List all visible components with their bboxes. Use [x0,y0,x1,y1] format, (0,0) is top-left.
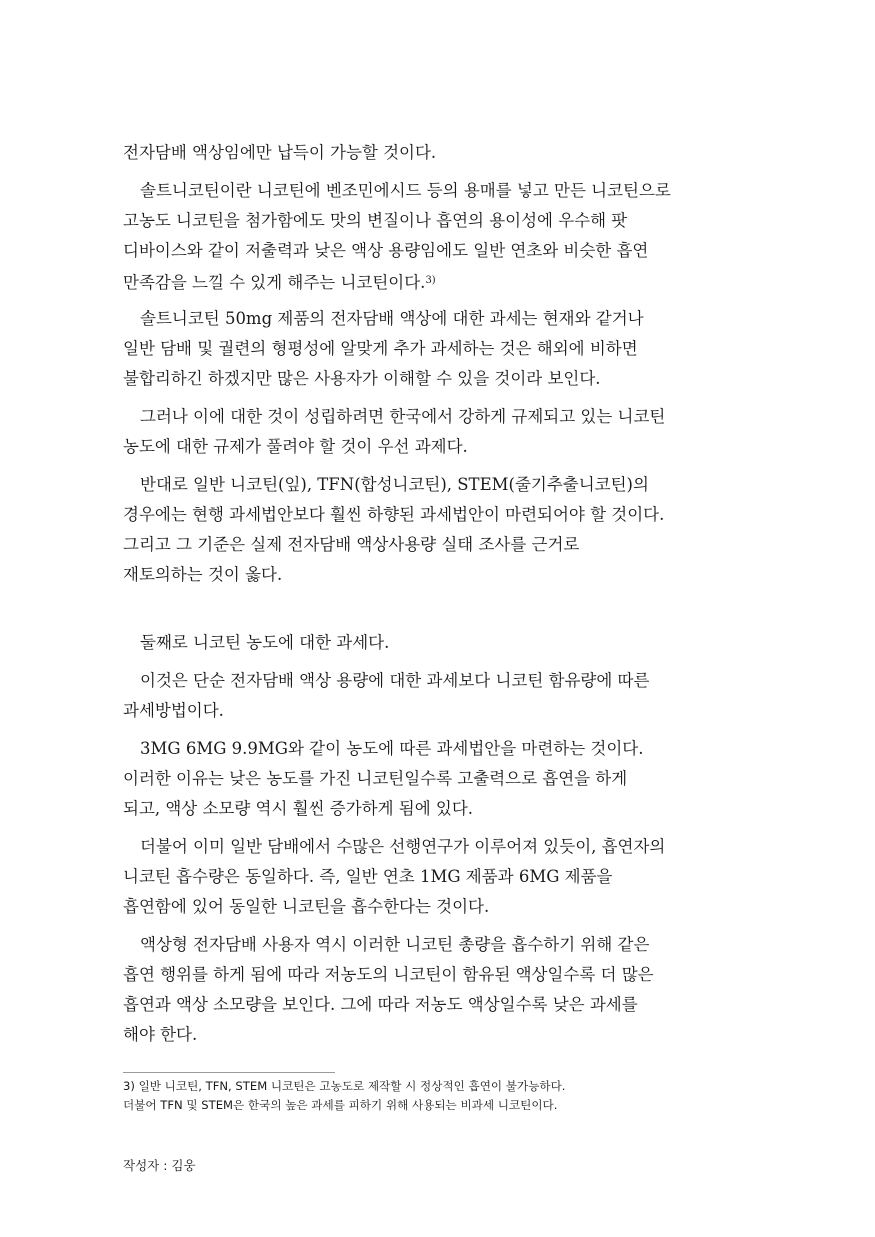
text-line: 고농도 니코틴을 첨가함에도 맛의 변질이나 흡연의 용이성에 우수해 팟 [123,211,628,230]
text-line: 흡연과 액상 소모량을 보인다. 그에 따라 저농도 액상일수록 낮은 과세를 [123,995,638,1014]
text-line: 3MG 6MG 9.9MG와 같이 농도에 따른 과세법안을 마련하는 것이다. [140,739,644,758]
text-run: 만족감을 느낄 수 있게 해주는 니코틴이다. [123,273,426,292]
paragraph [123,628,753,658]
text-line: 흡연함에 있어 동일한 니코틴을 흡수한다는 것이다. [123,897,490,916]
text-line: 둘째로 니코틴 농도에 대한 과세다. [140,633,390,652]
text-line: 전자담배 액상임에만 납득이 가능할 것이다. [123,143,437,162]
footnote-reference: 3) [425,275,436,286]
text-line: 흡연 행위를 하게 됨에 따라 저농도의 니코틴이 함유된 액상일수록 더 많은 [123,965,654,984]
paragraph [123,176,753,296]
text-line: 되고, 액상 소모량 역시 훨씬 증가하게 됨에 있다. [123,799,474,818]
text-line: 그리고 그 기준은 실제 전자담배 액상사용량 실태 조사를 근거로 [123,535,580,554]
paragraph [123,734,753,824]
text-line: 이것은 단순 전자담배 액상 용량에 대한 과세보다 니코틴 함유량에 따른 [140,671,650,690]
text-line: 솔트니코틴이란 니코틴에 벤조민에시드 등의 용매를 넣고 만든 니코틴으로 [140,181,671,200]
text-line: 디바이스와 같이 저출력과 낮은 액상 용량임에도 일반 연초와 비슷한 흡연 [123,241,649,260]
text-line: 니코틴 흡수량은 동일하다. 즉, 일반 연초 1MG 제품과 6MG 제품을 [123,867,613,886]
footnote-divider [123,1072,335,1073]
footnote [123,1077,763,1115]
text-line: 더불어 이미 일반 담배에서 수많은 선행연구가 이루어져 있듯이, 흡연자의 [140,837,666,856]
text-line: 일반 담배 및 궐련의 형평성에 알맞게 추가 과세하는 것은 해외에 비하면 [123,339,638,358]
paragraph [123,138,753,168]
document-body [123,138,753,1050]
paragraph [123,666,753,726]
paragraph [123,930,753,1050]
author-line: 작성자 : 김웅 [123,1158,196,1173]
text-line: 그러나 이에 대한 것이 성립하려면 한국에서 강하게 규제되고 있는 니코틴 [140,407,666,426]
paragraph [123,470,753,590]
text-line: 경우에는 현행 과세법안보다 훨씬 하향된 과세법안이 마련되어야 할 것이다. [123,505,665,524]
paragraph [123,304,753,394]
text-line: 불합리하긴 하겠지만 많은 사용자가 이해할 수 있을 것이라 보인다. [123,369,601,388]
text-line: 반대로 일반 니코틴(잎), TFN(합성니코틴), STEM(줄기추출니코틴)의 [140,475,649,494]
text-line: 액상형 전자담배 사용자 역시 이러한 니코틴 총량을 흡수하기 위해 같은 [140,935,650,954]
text-line [123,266,753,296]
text-line: 농도에 대한 규제가 풀려야 할 것이 우선 과제다. [123,437,468,456]
paragraph [123,402,753,462]
text-line: 해야 한다. [123,1025,198,1044]
text-line: 재토의하는 것이 옳다. [123,565,283,584]
footnote-line: 3) 일반 니코틴, TFN, STEM 니코틴은 고농도로 제작할 시 정상적인 흡연이 불가능하다. [123,1079,566,1093]
text-line: 솔트니코틴 50mg 제품의 전자담배 액상에 대한 과세는 현재와 같거나 [140,309,644,328]
paragraph [123,832,753,922]
text-line: 과세방법이다. [123,701,224,720]
text-line: 이러한 이유는 낮은 농도를 가진 니코틴일수록 고출력으로 흡연을 하게 [123,769,628,788]
footnote-line: 더불어 TFN 및 STEM은 한국의 높은 과세를 피하기 위해 사용되는 비과세 니코틴이다. [123,1098,558,1112]
